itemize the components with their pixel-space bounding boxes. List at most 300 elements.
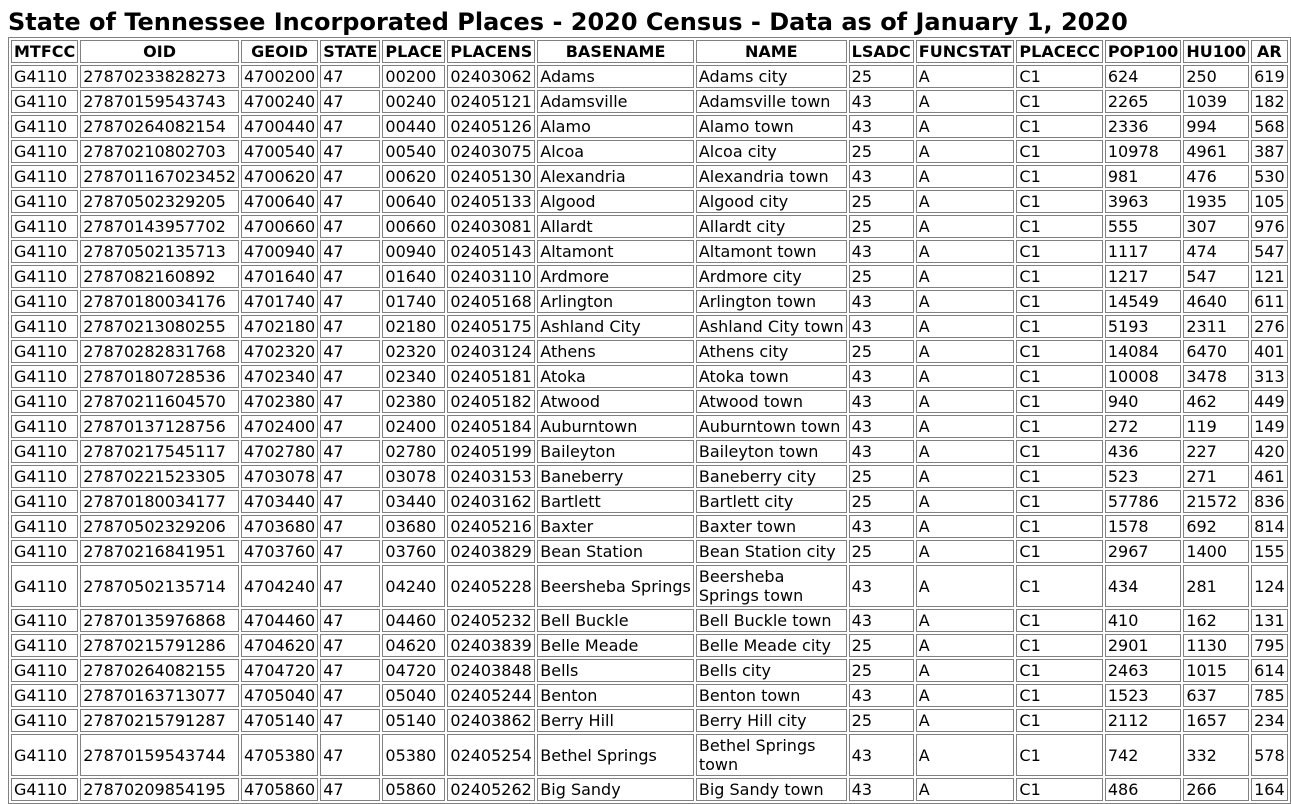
cell-funcstat: A [916, 684, 1015, 707]
cell-geoid: 4704240 [241, 565, 318, 607]
cell-ar: 182 [1251, 90, 1288, 113]
table-row [11, 115, 1288, 138]
cell-geoid: 4702780 [241, 440, 318, 463]
cell-basename: Atwood [537, 390, 694, 413]
cell-placens: 02405182 [447, 390, 535, 413]
cell-placecc: C1 [1016, 240, 1102, 263]
cell-pop100: 981 [1105, 165, 1181, 188]
cell-funcstat: A [916, 734, 1015, 776]
table-row [11, 215, 1288, 238]
table-body [11, 65, 1288, 801]
cell-place: 00540 [382, 140, 445, 163]
cell-ar: 836 [1251, 490, 1288, 513]
cell-hu100: 637 [1183, 684, 1249, 707]
cell-basename: Auburntown [537, 415, 694, 438]
cell-basename: Bells [537, 659, 694, 682]
cell-placecc: C1 [1016, 515, 1102, 538]
cell-place: 01740 [382, 290, 445, 313]
cell-pop100: 2967 [1105, 540, 1181, 563]
cell-ar: 121 [1251, 265, 1288, 288]
cell-geoid: 4700620 [241, 165, 318, 188]
cell-mtfcc: G4110 [11, 684, 78, 707]
cell-oid: 27870502135713 [80, 240, 239, 263]
table-row [11, 290, 1288, 313]
cell-ar: 131 [1251, 609, 1288, 632]
cell-mtfcc: G4110 [11, 390, 78, 413]
cell-ar: 234 [1251, 709, 1288, 732]
cell-place: 04460 [382, 609, 445, 632]
cell-funcstat: A [916, 490, 1015, 513]
cell-funcstat: A [916, 315, 1015, 338]
cell-state: 47 [320, 190, 380, 213]
cell-funcstat: A [916, 540, 1015, 563]
cell-name: Big Sandy town [696, 778, 847, 801]
cell-pop100: 2336 [1105, 115, 1181, 138]
cell-placens: 02405232 [447, 609, 535, 632]
column-header-funcstat: FUNCSTAT [916, 40, 1015, 63]
cell-basename: Big Sandy [537, 778, 694, 801]
cell-place: 03078 [382, 465, 445, 488]
cell-state: 47 [320, 315, 380, 338]
cell-basename: Baxter [537, 515, 694, 538]
cell-geoid: 4702180 [241, 315, 318, 338]
cell-ar: 420 [1251, 440, 1288, 463]
cell-basename: Berry Hill [537, 709, 694, 732]
cell-funcstat: A [916, 115, 1015, 138]
cell-funcstat: A [916, 65, 1015, 88]
cell-lsadc: 43 [849, 515, 914, 538]
cell-lsadc: 25 [849, 140, 914, 163]
cell-ar: 387 [1251, 140, 1288, 163]
cell-oid: 27870213080255 [80, 315, 239, 338]
cell-pop100: 1523 [1105, 684, 1181, 707]
cell-hu100: 21572 [1183, 490, 1249, 513]
cell-geoid: 4702380 [241, 390, 318, 413]
cell-oid: 27870216841951 [80, 540, 239, 563]
cell-name: Atwood town [696, 390, 847, 413]
cell-placens: 02403829 [447, 540, 535, 563]
cell-oid: 27870282831768 [80, 340, 239, 363]
cell-pop100: 57786 [1105, 490, 1181, 513]
cell-placecc: C1 [1016, 659, 1102, 682]
cell-hu100: 1039 [1183, 90, 1249, 113]
cell-funcstat: A [916, 415, 1015, 438]
cell-basename: Ashland City [537, 315, 694, 338]
cell-hu100: 307 [1183, 215, 1249, 238]
cell-geoid: 4700660 [241, 215, 318, 238]
cell-basename: Benton [537, 684, 694, 707]
table-row [11, 465, 1288, 488]
cell-name: Bethel Springs town [696, 734, 847, 776]
cell-placens: 02405175 [447, 315, 535, 338]
cell-placens: 02403162 [447, 490, 535, 513]
cell-lsadc: 43 [849, 365, 914, 388]
column-header-ar: AR [1251, 40, 1288, 63]
cell-hu100: 1130 [1183, 634, 1249, 657]
cell-ar: 795 [1251, 634, 1288, 657]
cell-pop100: 434 [1105, 565, 1181, 607]
cell-name: Baileyton town [696, 440, 847, 463]
cell-basename: Altamont [537, 240, 694, 263]
cell-mtfcc: G4110 [11, 709, 78, 732]
cell-geoid: 4705860 [241, 778, 318, 801]
cell-placecc: C1 [1016, 165, 1102, 188]
cell-oid: 27870135976868 [80, 609, 239, 632]
cell-hu100: 332 [1183, 734, 1249, 776]
cell-funcstat: A [916, 390, 1015, 413]
cell-lsadc: 43 [849, 315, 914, 338]
cell-lsadc: 43 [849, 290, 914, 313]
cell-mtfcc: G4110 [11, 215, 78, 238]
cell-hu100: 476 [1183, 165, 1249, 188]
cell-lsadc: 43 [849, 778, 914, 801]
cell-hu100: 4961 [1183, 140, 1249, 163]
cell-name: Benton town [696, 684, 847, 707]
cell-placecc: C1 [1016, 490, 1102, 513]
cell-name: Atoka town [696, 365, 847, 388]
cell-state: 47 [320, 709, 380, 732]
cell-placecc: C1 [1016, 565, 1102, 607]
cell-ar: 461 [1251, 465, 1288, 488]
cell-place: 02780 [382, 440, 445, 463]
table-row [11, 659, 1288, 682]
column-header-lsadc: LSADC [849, 40, 914, 63]
cell-lsadc: 25 [849, 540, 914, 563]
cell-mtfcc: G4110 [11, 734, 78, 776]
cell-lsadc: 25 [849, 465, 914, 488]
cell-oid: 27870264082155 [80, 659, 239, 682]
cell-place: 05140 [382, 709, 445, 732]
cell-geoid: 4703440 [241, 490, 318, 513]
cell-name: Alamo town [696, 115, 847, 138]
cell-hu100: 6470 [1183, 340, 1249, 363]
cell-pop100: 2901 [1105, 634, 1181, 657]
cell-placecc: C1 [1016, 340, 1102, 363]
cell-place: 05860 [382, 778, 445, 801]
cell-place: 02400 [382, 415, 445, 438]
cell-name: Bell Buckle town [696, 609, 847, 632]
cell-oid: 27870159543743 [80, 90, 239, 113]
cell-placecc: C1 [1016, 540, 1102, 563]
cell-pop100: 3963 [1105, 190, 1181, 213]
cell-geoid: 4702320 [241, 340, 318, 363]
cell-geoid: 4705040 [241, 684, 318, 707]
cell-hu100: 266 [1183, 778, 1249, 801]
cell-place: 04240 [382, 565, 445, 607]
column-header-placens: PLACENS [447, 40, 535, 63]
cell-basename: Bartlett [537, 490, 694, 513]
cell-placens: 02405126 [447, 115, 535, 138]
cell-oid: 27870209854195 [80, 778, 239, 801]
cell-geoid: 4703760 [241, 540, 318, 563]
cell-lsadc: 43 [849, 115, 914, 138]
cell-oid: 27870137128756 [80, 415, 239, 438]
cell-name: Athens city [696, 340, 847, 363]
cell-name: Baxter town [696, 515, 847, 538]
cell-basename: Athens [537, 340, 694, 363]
table-row [11, 315, 1288, 338]
cell-lsadc: 25 [849, 659, 914, 682]
cell-placecc: C1 [1016, 609, 1102, 632]
cell-placens: 02405254 [447, 734, 535, 776]
cell-state: 47 [320, 515, 380, 538]
cell-oid: 27870215791287 [80, 709, 239, 732]
cell-lsadc: 43 [849, 90, 914, 113]
cell-placecc: C1 [1016, 365, 1102, 388]
cell-place: 00660 [382, 215, 445, 238]
cell-oid: 27870264082154 [80, 115, 239, 138]
cell-basename: Alexandria [537, 165, 694, 188]
cell-name: Bells city [696, 659, 847, 682]
cell-hu100: 994 [1183, 115, 1249, 138]
cell-geoid: 4700640 [241, 190, 318, 213]
cell-state: 47 [320, 365, 380, 388]
cell-placecc: C1 [1016, 190, 1102, 213]
column-header-pop100: POP100 [1105, 40, 1181, 63]
cell-hu100: 1015 [1183, 659, 1249, 682]
cell-ar: 449 [1251, 390, 1288, 413]
cell-hu100: 692 [1183, 515, 1249, 538]
table-row [11, 365, 1288, 388]
cell-basename: Bean Station [537, 540, 694, 563]
table-row [11, 634, 1288, 657]
cell-mtfcc: G4110 [11, 240, 78, 263]
cell-mtfcc: G4110 [11, 65, 78, 88]
cell-oid: 27870210802703 [80, 140, 239, 163]
cell-place: 03760 [382, 540, 445, 563]
cell-placens: 02403839 [447, 634, 535, 657]
cell-name: Alexandria town [696, 165, 847, 188]
cell-funcstat: A [916, 90, 1015, 113]
cell-funcstat: A [916, 465, 1015, 488]
column-header-mtfcc: MTFCC [11, 40, 78, 63]
cell-mtfcc: G4110 [11, 265, 78, 288]
cell-name: Adams city [696, 65, 847, 88]
cell-basename: Alcoa [537, 140, 694, 163]
cell-mtfcc: G4110 [11, 315, 78, 338]
cell-mtfcc: G4110 [11, 659, 78, 682]
cell-placens: 02405133 [447, 190, 535, 213]
cell-placens: 02405130 [447, 165, 535, 188]
cell-basename: Baileyton [537, 440, 694, 463]
cell-placecc: C1 [1016, 684, 1102, 707]
cell-placens: 02405244 [447, 684, 535, 707]
cell-hu100: 119 [1183, 415, 1249, 438]
cell-placecc: C1 [1016, 215, 1102, 238]
cell-place: 00640 [382, 190, 445, 213]
cell-hu100: 474 [1183, 240, 1249, 263]
cell-state: 47 [320, 634, 380, 657]
cell-placecc: C1 [1016, 709, 1102, 732]
cell-placens: 02405262 [447, 778, 535, 801]
cell-mtfcc: G4110 [11, 490, 78, 513]
cell-state: 47 [320, 565, 380, 607]
cell-state: 47 [320, 684, 380, 707]
cell-state: 47 [320, 290, 380, 313]
cell-ar: 276 [1251, 315, 1288, 338]
cell-state: 47 [320, 90, 380, 113]
cell-state: 47 [320, 65, 380, 88]
cell-pop100: 10978 [1105, 140, 1181, 163]
cell-funcstat: A [916, 365, 1015, 388]
cell-funcstat: A [916, 340, 1015, 363]
cell-oid: 27870502329206 [80, 515, 239, 538]
cell-geoid: 4703078 [241, 465, 318, 488]
cell-place: 05380 [382, 734, 445, 776]
cell-geoid: 4702400 [241, 415, 318, 438]
table-row [11, 65, 1288, 88]
cell-pop100: 523 [1105, 465, 1181, 488]
column-header-hu100: HU100 [1183, 40, 1249, 63]
cell-ar: 976 [1251, 215, 1288, 238]
cell-placecc: C1 [1016, 440, 1102, 463]
cell-state: 47 [320, 265, 380, 288]
cell-placens: 02405121 [447, 90, 535, 113]
cell-ar: 313 [1251, 365, 1288, 388]
cell-lsadc: 25 [849, 709, 914, 732]
cell-pop100: 2463 [1105, 659, 1181, 682]
cell-mtfcc: G4110 [11, 778, 78, 801]
cell-geoid: 4704460 [241, 609, 318, 632]
cell-basename: Alamo [537, 115, 694, 138]
cell-placens: 02405228 [447, 565, 535, 607]
cell-state: 47 [320, 115, 380, 138]
cell-funcstat: A [916, 140, 1015, 163]
table-row [11, 778, 1288, 801]
cell-hu100: 547 [1183, 265, 1249, 288]
cell-mtfcc: G4110 [11, 440, 78, 463]
cell-mtfcc: G4110 [11, 565, 78, 607]
cell-state: 47 [320, 609, 380, 632]
cell-name: Baneberry city [696, 465, 847, 488]
table-row [11, 734, 1288, 776]
table-row [11, 340, 1288, 363]
cell-place: 00620 [382, 165, 445, 188]
header-row [11, 40, 1288, 63]
cell-funcstat: A [916, 709, 1015, 732]
cell-pop100: 272 [1105, 415, 1181, 438]
cell-placens: 02403062 [447, 65, 535, 88]
cell-placecc: C1 [1016, 290, 1102, 313]
cell-lsadc: 43 [849, 734, 914, 776]
cell-funcstat: A [916, 634, 1015, 657]
cell-placecc: C1 [1016, 465, 1102, 488]
cell-state: 47 [320, 390, 380, 413]
cell-mtfcc: G4110 [11, 90, 78, 113]
cell-basename: Bethel Springs [537, 734, 694, 776]
cell-hu100: 162 [1183, 609, 1249, 632]
cell-name: Ardmore city [696, 265, 847, 288]
cell-funcstat: A [916, 265, 1015, 288]
cell-oid: 27870180034176 [80, 290, 239, 313]
cell-name: Auburntown town [696, 415, 847, 438]
cell-name: Alcoa city [696, 140, 847, 163]
cell-pop100: 2112 [1105, 709, 1181, 732]
cell-placecc: C1 [1016, 415, 1102, 438]
cell-oid: 27870217545117 [80, 440, 239, 463]
cell-place: 05040 [382, 684, 445, 707]
cell-basename: Ardmore [537, 265, 694, 288]
cell-funcstat: A [916, 440, 1015, 463]
cell-pop100: 410 [1105, 609, 1181, 632]
cell-name: Belle Meade city [696, 634, 847, 657]
cell-place: 00200 [382, 65, 445, 88]
cell-state: 47 [320, 440, 380, 463]
cell-place: 01640 [382, 265, 445, 288]
cell-mtfcc: G4110 [11, 165, 78, 188]
cell-basename: Arlington [537, 290, 694, 313]
cell-name: Allardt city [696, 215, 847, 238]
cell-mtfcc: G4110 [11, 465, 78, 488]
table-row [11, 165, 1288, 188]
table-row [11, 415, 1288, 438]
cell-state: 47 [320, 215, 380, 238]
table-row [11, 240, 1288, 263]
cell-placens: 02403848 [447, 659, 535, 682]
cell-funcstat: A [916, 290, 1015, 313]
cell-pop100: 14084 [1105, 340, 1181, 363]
column-header-geoid: GEOID [241, 40, 318, 63]
cell-placecc: C1 [1016, 115, 1102, 138]
cell-pop100: 940 [1105, 390, 1181, 413]
cell-mtfcc: G4110 [11, 140, 78, 163]
cell-pop100: 555 [1105, 215, 1181, 238]
cell-placecc: C1 [1016, 734, 1102, 776]
cell-placecc: C1 [1016, 390, 1102, 413]
cell-oid: 27870159543744 [80, 734, 239, 776]
cell-lsadc: 25 [849, 634, 914, 657]
cell-placecc: C1 [1016, 90, 1102, 113]
column-header-oid: OID [80, 40, 239, 63]
cell-ar: 547 [1251, 240, 1288, 263]
cell-ar: 611 [1251, 290, 1288, 313]
cell-lsadc: 25 [849, 215, 914, 238]
table-row [11, 684, 1288, 707]
cell-lsadc: 43 [849, 609, 914, 632]
cell-hu100: 462 [1183, 390, 1249, 413]
cell-geoid: 4700200 [241, 65, 318, 88]
cell-geoid: 4704720 [241, 659, 318, 682]
cell-oid: 27870221523305 [80, 465, 239, 488]
cell-geoid: 4702340 [241, 365, 318, 388]
cell-oid: 27870180728536 [80, 365, 239, 388]
cell-ar: 164 [1251, 778, 1288, 801]
cell-place: 02340 [382, 365, 445, 388]
cell-basename: Adams [537, 65, 694, 88]
cell-basename: Bell Buckle [537, 609, 694, 632]
cell-placecc: C1 [1016, 778, 1102, 801]
cell-place: 00940 [382, 240, 445, 263]
cell-placens: 02403862 [447, 709, 535, 732]
cell-oid: 27870215791286 [80, 634, 239, 657]
cell-basename: Beersheba Springs [537, 565, 694, 607]
cell-name: Adamsville town [696, 90, 847, 113]
cell-place: 02180 [382, 315, 445, 338]
cell-place: 00440 [382, 115, 445, 138]
cell-basename: Algood [537, 190, 694, 213]
cell-oid: 27870180034177 [80, 490, 239, 513]
table-row [11, 540, 1288, 563]
cell-place: 00240 [382, 90, 445, 113]
cell-hu100: 2311 [1183, 315, 1249, 338]
cell-oid: 27870143957702 [80, 215, 239, 238]
cell-place: 04620 [382, 634, 445, 657]
cell-funcstat: A [916, 165, 1015, 188]
cell-geoid: 4700240 [241, 90, 318, 113]
cell-mtfcc: G4110 [11, 609, 78, 632]
cell-pop100: 1578 [1105, 515, 1181, 538]
cell-state: 47 [320, 165, 380, 188]
